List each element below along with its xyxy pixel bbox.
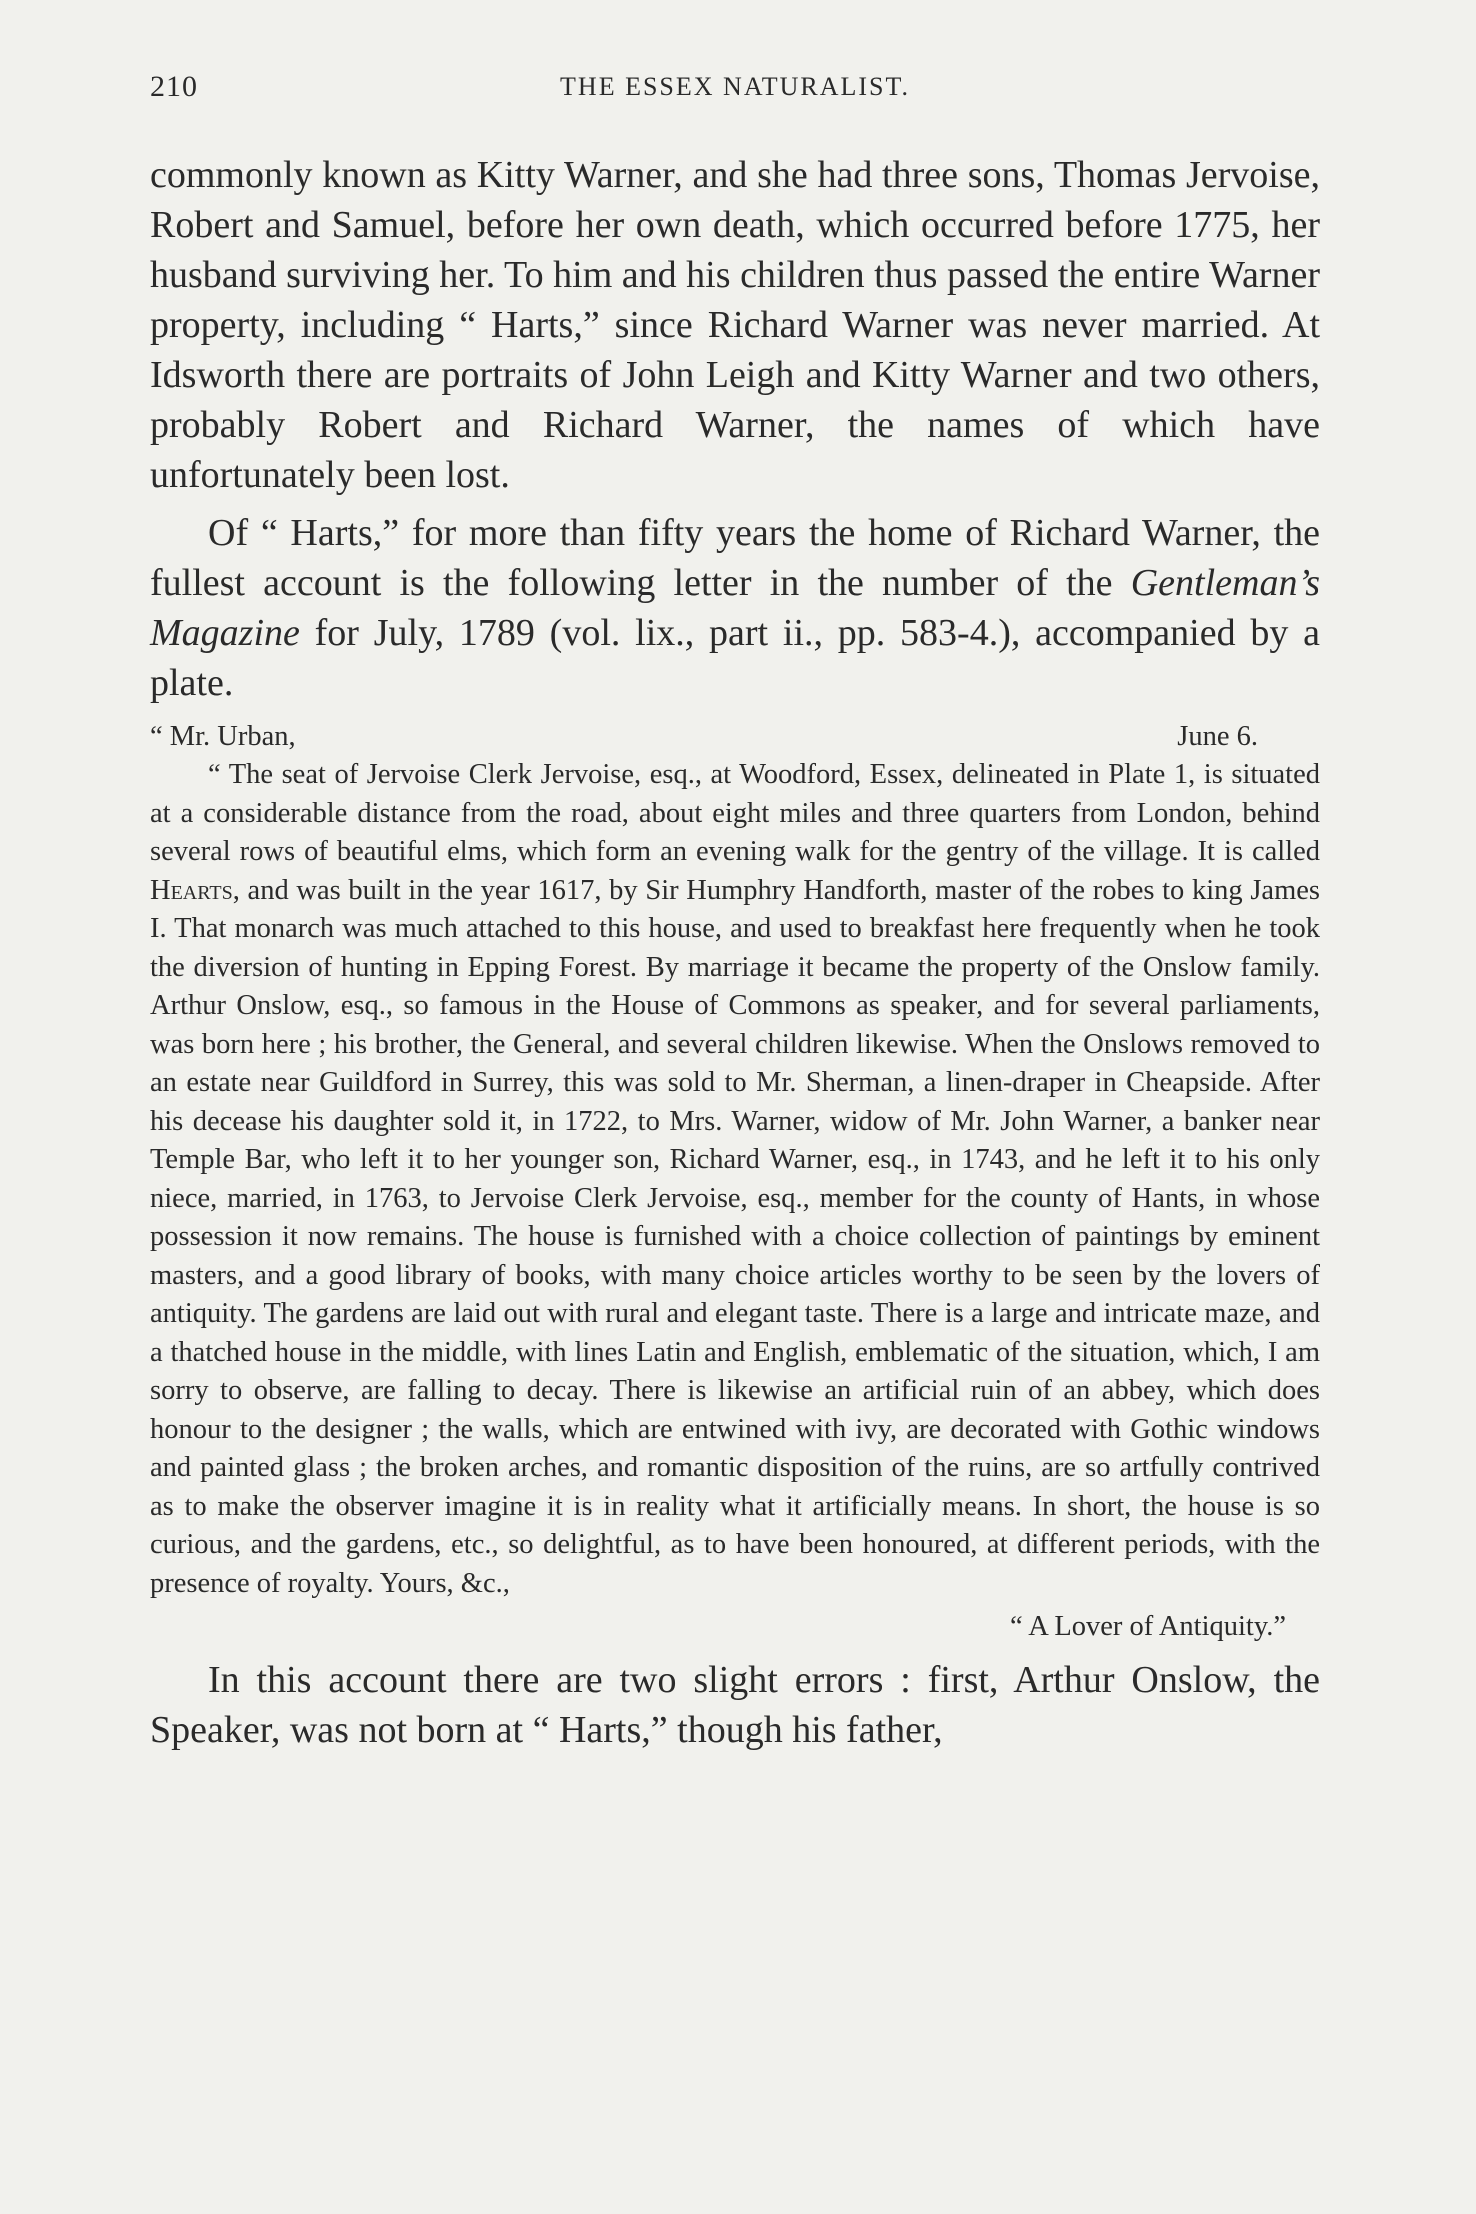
letter-signature: “ A Lover of Antiquity.”	[1010, 1611, 1286, 1642]
letter-body	[150, 756, 1320, 1603]
letter-salutation: “ Mr. Urban,	[150, 721, 296, 752]
magazine-title: Gentleman’s Magazine	[150, 562, 1320, 654]
letter-date: June 6.	[1177, 721, 1258, 752]
letter-body-start: “ The seat of Jervoise Clerk Jervoise, esq., at Woodford, Essex, delineated in Plate 1, is situated at a considerable distance from the road, about eight miles and three quarters from London, behind several rows of beautiful elms, which form an evening walk for the gentry of the village. It is called	[150, 759, 1320, 867]
body-text	[150, 150, 1320, 1755]
closing-paragraph: In this account there are two slight errors : first, Arthur Onslow, the Speaker, was not born at “ Harts,” though his father,	[150, 1659, 1320, 1751]
letter-heading	[150, 718, 1320, 756]
page-number: 210	[150, 70, 198, 103]
page-header	[150, 70, 1320, 114]
running-head: THE ESSEX NATURALIST.	[560, 72, 910, 101]
paragraph-1: commonly known as Kitty Warner, and she had three sons, Thomas Jervoise, Robert and Samuel, before her own death, which occurred before 1775, her husband surviving her. To him and his children thus passed the entire Warner property, including “ Harts,” since Richard Warner was never married. At Idsworth there are portraits of John Leigh and Kitty Warner and two others, probably Robert and Richard Warner, the names of which have unfortunately been lost.	[150, 154, 1320, 496]
paragraph-2	[150, 508, 1320, 708]
letter-body-end: , and was built in the year 1617, by Sir Humphry Handforth, master of the robes to king James I. That monarch was much attached to this house, and used to breakfast here frequently when he took the diversion of hunting in Epping Forest. By marriage it became the property of the Onslow family. Arthur Onslow, esq., so famous in the House of Commons as speaker, and for several parliaments, was born here ; his brother, the General, and several children likewise. When the Onslows removed to an estate near Guildford in Surrey, this was sold to Mr. Sherman, a linen-draper in Cheapside. After his decease his daughter sold it, in 1722, to Mrs. Warner, widow of Mr. John Warner, a banker near Temple Bar, who left it to her younger son, Richard Warner, esq., in 1743, and he left it to his only niece, married, in 1763, to Jervoise Clerk Jervoise, esq., member for the county of Hants, in whose possession it now remains. The house is furnished with a choice collection of paintings by eminent masters, and a good library of books, with many choice articles worthy to be seen by the lovers of antiquity. The gardens are laid out with rural and elegant taste. There is a large and intricate maze, and a thatched house in the middle, with lines Latin and English, emblematic of the situation, which, I am sorry to observe, are falling to decay. There is likewise an artificial ruin of an abbey, which does honour to the designer ; the walls, which are entwined with ivy, are decorated with Gothic windows and painted glass ; the broken arches, and romantic disposition of the ruins, are so artfully contrived as to make the observer imagine it is in reality what it artificially means. In short, the house is so curious, and the gardens, etc., so delightful, as to have been honoured, at different periods, with the presence of royalty. Yours, &c.,	[150, 874, 1320, 1599]
hearts-small-caps: Hearts	[150, 874, 233, 906]
paragraph-2-start: Of “ Harts,” for more than fifty years the home of Richard Warner, the fullest account is the following letter in the number of the	[150, 512, 1320, 604]
paragraph-2-end: for July, 1789 (vol. lix., part ii., pp. 583-4.), accompanied by a plate.	[150, 612, 1320, 704]
